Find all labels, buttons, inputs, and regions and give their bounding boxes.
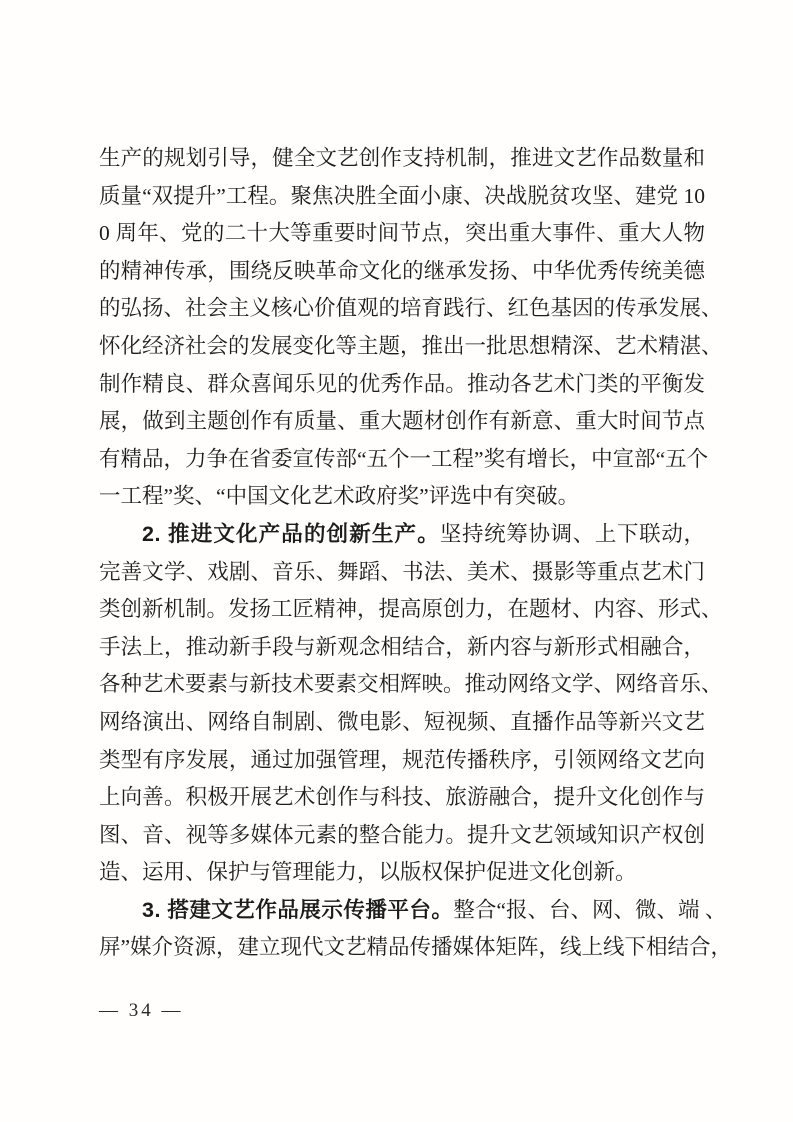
document-body [99, 140, 733, 967]
paragraph-text: 怀化经济社会的发展变化等主题，推出一批思想精深、艺术精湛、 [99, 333, 723, 358]
paragraph-text: 整合“报、台、网、微、端 、 [453, 897, 727, 922]
paragraph-text: 生产的规划引导，健全文艺创作支持机制，推进文艺作品数量和 [99, 146, 705, 170]
text-line [99, 929, 733, 967]
text-line [99, 140, 705, 178]
paragraph-text: 制作精良、群众喜闻乐见的优秀作品。推动各艺术门类的平衡发 [99, 371, 705, 396]
paragraph-text: 造、运用、保护与管理能力，以版权保护促进文化创新。 [99, 860, 637, 885]
text-line [99, 290, 723, 328]
paragraph-text: 完善文学、戏剧、音乐、舞蹈、书法、美术、摄影等重点艺术门 [99, 559, 705, 584]
paragraph-text: 图、音、视等多媒体元素的整合能力。提升文艺领域知识产权创 [99, 822, 705, 847]
text-line [99, 666, 723, 704]
paragraph-text: 上向善。积极开展艺术创作与科技、旅游融合，提升文化创作与 [99, 785, 705, 810]
text-line [99, 516, 705, 554]
text-line [99, 441, 709, 479]
paragraph-text: 展，做到主题创作有质量、重大题材创作有新意、重大时间节点 [99, 409, 705, 434]
paragraph-text: 的精神传承，围绕反映革命文化的继承发扬、中华优秀传统美德 [99, 258, 705, 283]
paragraph-text: 质量“双提升”工程。聚焦决胜全面小康、决战脱贫攻坚、建党 10 [99, 183, 705, 208]
text-line [99, 892, 727, 930]
paragraph-heading: 3. 搭建文艺作品展示传播平台。 [142, 897, 454, 922]
text-line [99, 215, 705, 253]
text-line [99, 629, 705, 667]
text-line [99, 704, 705, 742]
paragraph-text: 类创新机制。发扬工匠精神，提高原创力，在题材、内容、形式、 [99, 597, 723, 622]
paragraph-text: 屏”媒介资源，建立现代文艺精品传播媒体矩阵，线上线下相结合， [99, 935, 733, 960]
paragraph-text: 网络演出、网络自制剧、微电影、短视频、直播作品等新兴文艺 [99, 709, 705, 734]
paragraph-text: 类型有序发展，通过加强管理，规范传播秩序，引领网络文艺向 [99, 747, 705, 772]
text-line [99, 403, 705, 441]
text-line [99, 253, 705, 291]
paragraph-text: 的弘扬、社会主义核心价值观的培育践行、红色基因的传承发展、 [99, 296, 723, 321]
paragraph-heading: 2. 推进文化产品的创新生产。 [142, 521, 440, 546]
paragraph-text: 手法上，推动新手段与新观念相结合，新内容与新形式相融合， [99, 634, 705, 659]
text-line [99, 742, 705, 780]
text-line [99, 554, 705, 592]
text-line [99, 779, 705, 817]
text-line [99, 854, 705, 892]
paragraph-text: 坚持统筹协调、上下联动， [439, 521, 705, 546]
page-number: — 34 — [99, 1000, 184, 1021]
paragraph-text: 各种艺术要素与新技术要素交相辉映。推动网络文学、网络音乐、 [99, 672, 723, 697]
paragraph-text: 0 周年、党的二十大等重要时间节点，突出重大事件、重大人物 [99, 221, 705, 246]
paragraph-text: 一工程”奖、“中国文化艺术政府奖”评选中有突破。 [99, 484, 580, 509]
text-line [99, 817, 705, 855]
text-line [99, 478, 705, 516]
paragraph-text: 有精品，力争在省委宣传部“五个一工程”奖有增长，中宣部“五个 [99, 446, 709, 471]
text-line [99, 591, 723, 629]
text-line [99, 366, 705, 404]
text-line [99, 328, 723, 366]
text-line [99, 178, 705, 216]
